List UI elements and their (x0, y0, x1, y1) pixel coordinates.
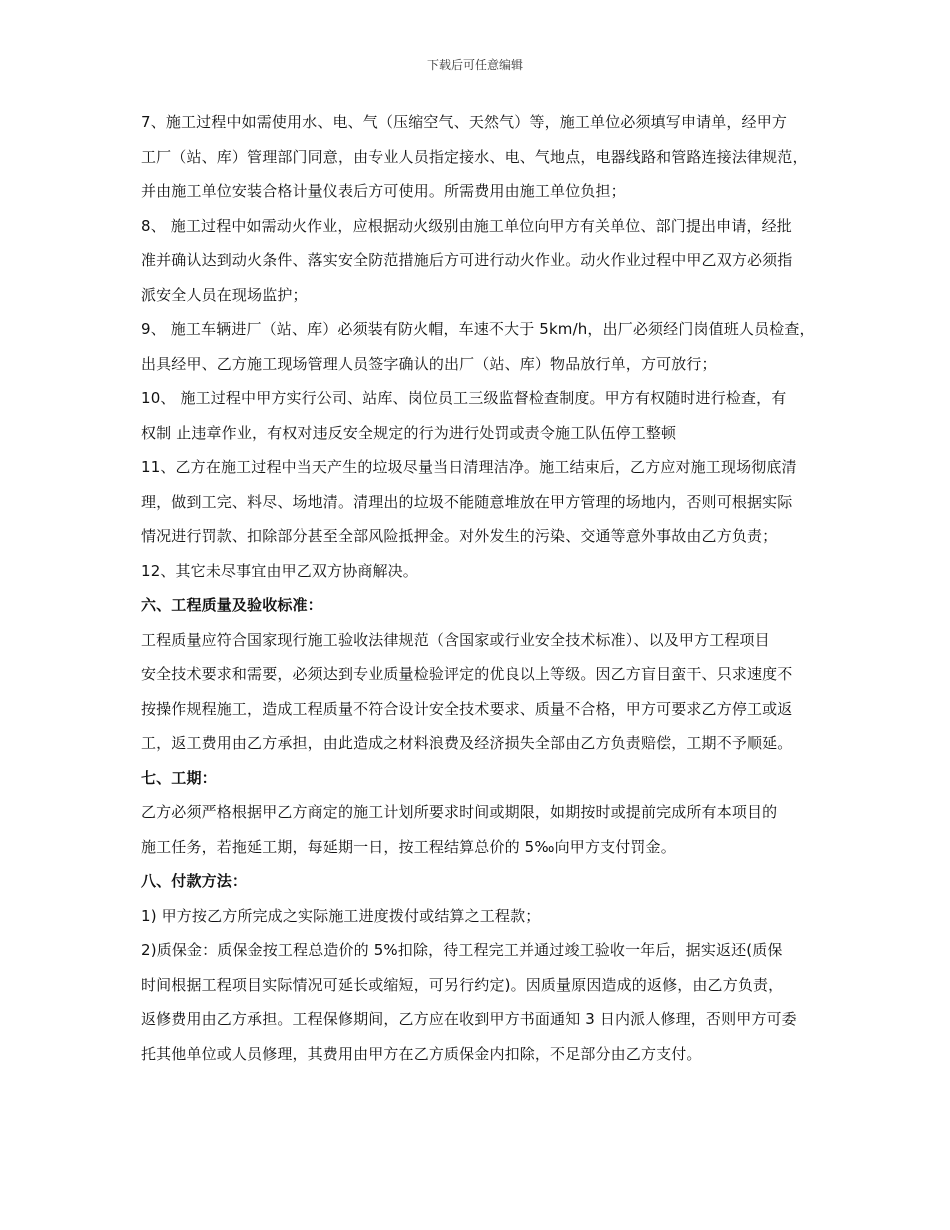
page-header: 下载后可任意编辑 (426, 58, 523, 72)
text-line: 11、乙方在施工过程中当天产生的垃圾尽量当日清理洁净。施工结束后，乙方应对施工现场彻底清 (141, 458, 797, 476)
text-line: 2)质保金：质保金按工程总造价的 5%扣除，待工程完工并通过竣工验收一年后，据实返还(质保 (141, 941, 783, 959)
text-line: 9、 施工车辆进厂（站、库）必须装有防火帽，车速不大于 5km/h，出厂必须经门岗值班人员检查， (141, 320, 815, 338)
section-heading: 六、工程质量及验收标准： (141, 596, 323, 614)
text-line: 出具经甲、乙方施工现场管理人员签字确认的出厂（站、库）物品放行单，方可放行； (141, 354, 717, 373)
text-line: 并由施工单位安装合格计量仪表后方可使用。所需费用由施工单位负担； (141, 182, 626, 200)
text-line: 施工任务，若拖延工期，每延期一日，按工程结算总价的 5‰向甲方支付罚金。 (141, 837, 676, 856)
section-heading: 七、工期： (141, 768, 217, 787)
text-line: 理，做到工完、料尽、场地清。清理出的垃圾不能随意堆放在甲方管理的场地内，否则可根据实际 (141, 492, 793, 511)
text-line: 派安全人员在现场监护； (141, 285, 308, 304)
text-line: 12、其它未尽事宜由甲乙双方协商解决。 (141, 561, 418, 580)
text-line: 返修费用由乙方承担。工程保修期间，乙方应在收到甲方书面通知 3 日内派人修理，否则甲方可委 (141, 1010, 797, 1028)
text-line: 10、 施工过程中甲方实行公司、站库、岗位员工三级监督检查制度。甲方有权随时进行检查，有 (141, 389, 787, 407)
text-line: 情况进行罚款、扣除部分甚至全部风险抵押金。对外发生的污染、交通等意外事故由乙方负责； (141, 527, 778, 545)
text-line: 工程质量应符合国家现行施工验收法律规范（含国家或行业安全技术标准）、以及甲方工程项目 (141, 630, 770, 649)
text-line: 托其他单位或人员修理，其费用由甲方在乙方质保金内扣除，不足部分由乙方支付。 (141, 1044, 702, 1063)
text-line: 安全技术要求和需要，必须达到专业质量检验评定的优良以上等级。因乙方盲目蛮干、只求速度不 (141, 665, 793, 683)
text-line: 7、施工过程中如需使用水、电、气（压缩空气、天然气）等，施工单位必须填写申请单，经甲方 (141, 113, 787, 131)
document-body (141, 105, 817, 1071)
text-line: 按操作规程施工，造成工程质量不符合设计安全技术要求、质量不合格，甲方可要求乙方停工或返 (141, 699, 793, 718)
text-line: 时间根据工程项目实际情况可延长或缩短，可另行约定)。因质量原因造成的返修，由乙方负责， (141, 975, 784, 994)
text-line: 乙方必须严格根据甲乙方商定的施工计划所要求时间或期限，如期按时或提前完成所有本项目的 (141, 803, 778, 821)
text-line: 工，返工费用由乙方承担，由此造成之材料浪费及经济损失全部由乙方负责赔偿，工期不予顺延。 (141, 734, 793, 752)
text-line: 权制 止违章作业，有权对违反安全规定的行为进行处罚或责令施工队伍停工整顿 (141, 423, 677, 442)
text-line: 8、 施工过程中如需动火作业，应根据动火级别由施工单位向甲方有关单位、部门提出申请，经批 (141, 216, 792, 235)
text-line: 1) 甲方按乙方所完成之实际施工进度拨付或结算之工程款； (141, 906, 541, 925)
text-line: 工厂（站、库）管理部门同意，由专业人员指定接水、电、气地点，电器线路和管路连接法律规范， (141, 147, 808, 166)
text-line: 准并确认达到动火条件、落实安全防范措施后方可进行动火作业。动火作业过程中甲乙双方必须指 (141, 251, 793, 269)
section-heading: 八、付款方法： (141, 872, 248, 890)
